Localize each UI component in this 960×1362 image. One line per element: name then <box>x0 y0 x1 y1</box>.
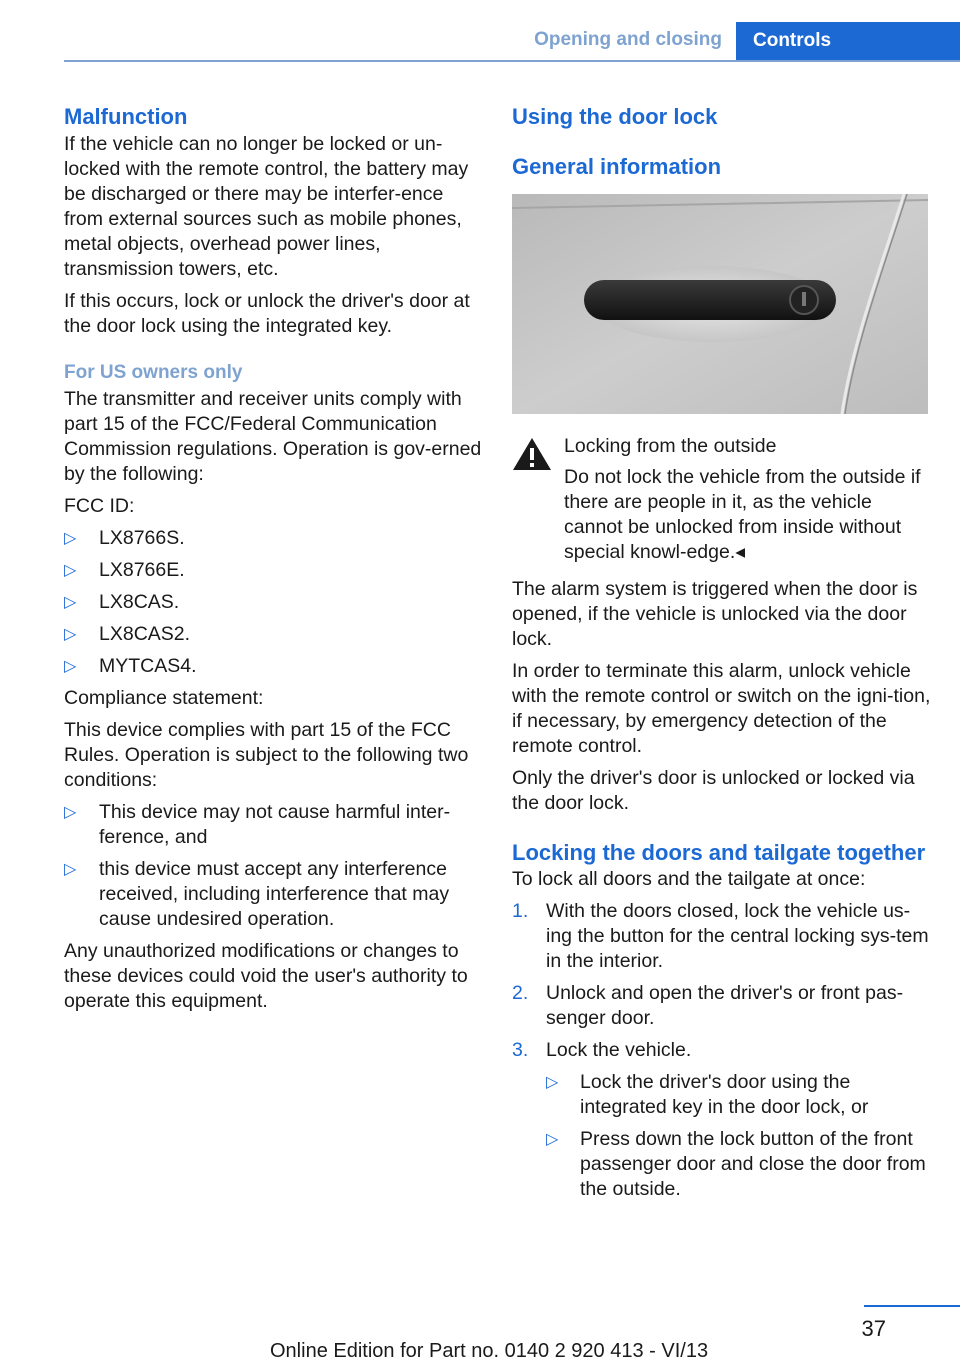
alarm-paragraph-1: The alarm system is triggered when the door is opened, if the vehicle is unlocked via the door lock. <box>512 578 918 650</box>
list-item: ▷ This device may not cause harmful inter-ference, and <box>64 801 451 848</box>
right-column <box>512 104 932 1202</box>
malfunction-heading: Malfunction <box>64 104 188 129</box>
list-item: ▷ this device must accept any interference received, including interference that may cause undesired operation. <box>64 858 450 930</box>
list-item: ▷ LX8CAS. <box>64 591 180 613</box>
warning-title: Locking from the outside <box>564 435 777 457</box>
triangle-right-icon: ▷ <box>546 1074 559 1091</box>
malfunction-paragraph-1: If the vehicle can no longer be locked or un-locked with the remote control, the battery may be discharged or there may be interfer-ence from external sources such as mobile phones, metal objects, overhead power lines, transmission towers, etc. <box>64 133 469 280</box>
list-item: ▷ Press down the lock button of the front passenger door and close the door from the outside. <box>546 1128 926 1200</box>
header-rule <box>64 60 960 62</box>
locking-intro: To lock all doors and the tailgate at once: <box>512 868 866 890</box>
alarm-paragraph-2: In order to terminate this alarm, unlock vehicle with the remote control or switch on the igni-tion, if necessary, by emergency detection of the remote control. <box>512 660 931 757</box>
step-number: 1. <box>512 900 529 922</box>
triangle-right-icon: ▷ <box>64 594 77 611</box>
locking-heading: Locking the doors and tailgate together <box>512 840 926 865</box>
malfunction-paragraph-2: If this occurs, lock or unlock the driver's door at the door lock using the integrated key. <box>64 290 470 337</box>
list-item <box>512 1038 932 1202</box>
triangle-right-icon: ▷ <box>64 530 77 547</box>
fcc-id-list <box>64 526 484 679</box>
list-item: ▷ LX8766S. <box>64 527 185 549</box>
list-item: ▷ Lock the driver's door using the integrated key in the door lock, or <box>546 1071 869 1118</box>
triangle-right-icon: ▷ <box>546 1131 559 1148</box>
door-lock-heading: Using the door lock <box>512 104 718 129</box>
list-item: ▷ LX8766E. <box>64 559 185 581</box>
triangle-right-icon: ▷ <box>64 804 77 821</box>
general-information-heading: General information <box>512 154 722 179</box>
us-owners-paragraph: The transmitter and receiver units comply with part 15 of the FCC/Federal Communication Commission regulations. Operation is gov-erned by the following: <box>64 388 482 485</box>
list-item: ▷ MYTCAS4. <box>64 655 197 677</box>
step-text: Lock the vehicle. <box>546 1039 692 1061</box>
step-text: Unlock and open the driver's or front pas-senger door. <box>546 982 904 1029</box>
edition-footer: Online Edition for Part no. 0140 2 920 413 - VI/13 <box>270 1340 709 1362</box>
list-item <box>512 981 932 1031</box>
fcc-id-label: FCC ID: <box>64 495 135 517</box>
list-item: ▷ LX8CAS2. <box>64 623 191 645</box>
left-column <box>64 104 484 1014</box>
triangle-right-icon: ▷ <box>64 562 77 579</box>
step-number: 3. <box>512 1039 529 1061</box>
door-handle-photo <box>512 194 928 414</box>
triangle-right-icon: ▷ <box>64 861 77 878</box>
warning-triangle-icon <box>512 436 552 472</box>
compliance-paragraph: This device complies with part 15 of the FCC Rules. Operation is subject to the following two conditions: <box>64 719 469 791</box>
header-tab-controls: Controls <box>736 22 960 62</box>
us-owners-heading: For US owners only <box>64 362 243 383</box>
page-number: 37 <box>861 1316 886 1341</box>
locking-steps-list <box>512 899 932 1202</box>
step-number: 2. <box>512 982 529 1004</box>
triangle-right-icon: ▷ <box>64 626 77 643</box>
list-item <box>512 899 932 974</box>
lock-methods-list <box>546 1070 932 1202</box>
header-section-title: Opening and closing <box>534 29 722 50</box>
warning-text: Do not lock the vehicle from the outside if there are people in it, as the vehicle cannot be unlocked from inside without special knowl-edge.◂ <box>564 466 921 563</box>
step-text: With the doors closed, lock the vehicle us-ing the button for the central locking sys-tem in the interior. <box>546 900 929 972</box>
alarm-paragraph-3: Only the driver's door is unlocked or locked via the door lock. <box>512 767 915 814</box>
modifications-paragraph: Any unauthorized modifications or changes to these devices could void the user's authority to operate this equipment. <box>64 940 468 1012</box>
conditions-list <box>64 800 484 932</box>
compliance-label: Compliance statement: <box>64 687 264 709</box>
triangle-right-icon: ▷ <box>64 658 77 675</box>
warning-box <box>512 434 932 565</box>
footer-rule <box>864 1305 960 1307</box>
